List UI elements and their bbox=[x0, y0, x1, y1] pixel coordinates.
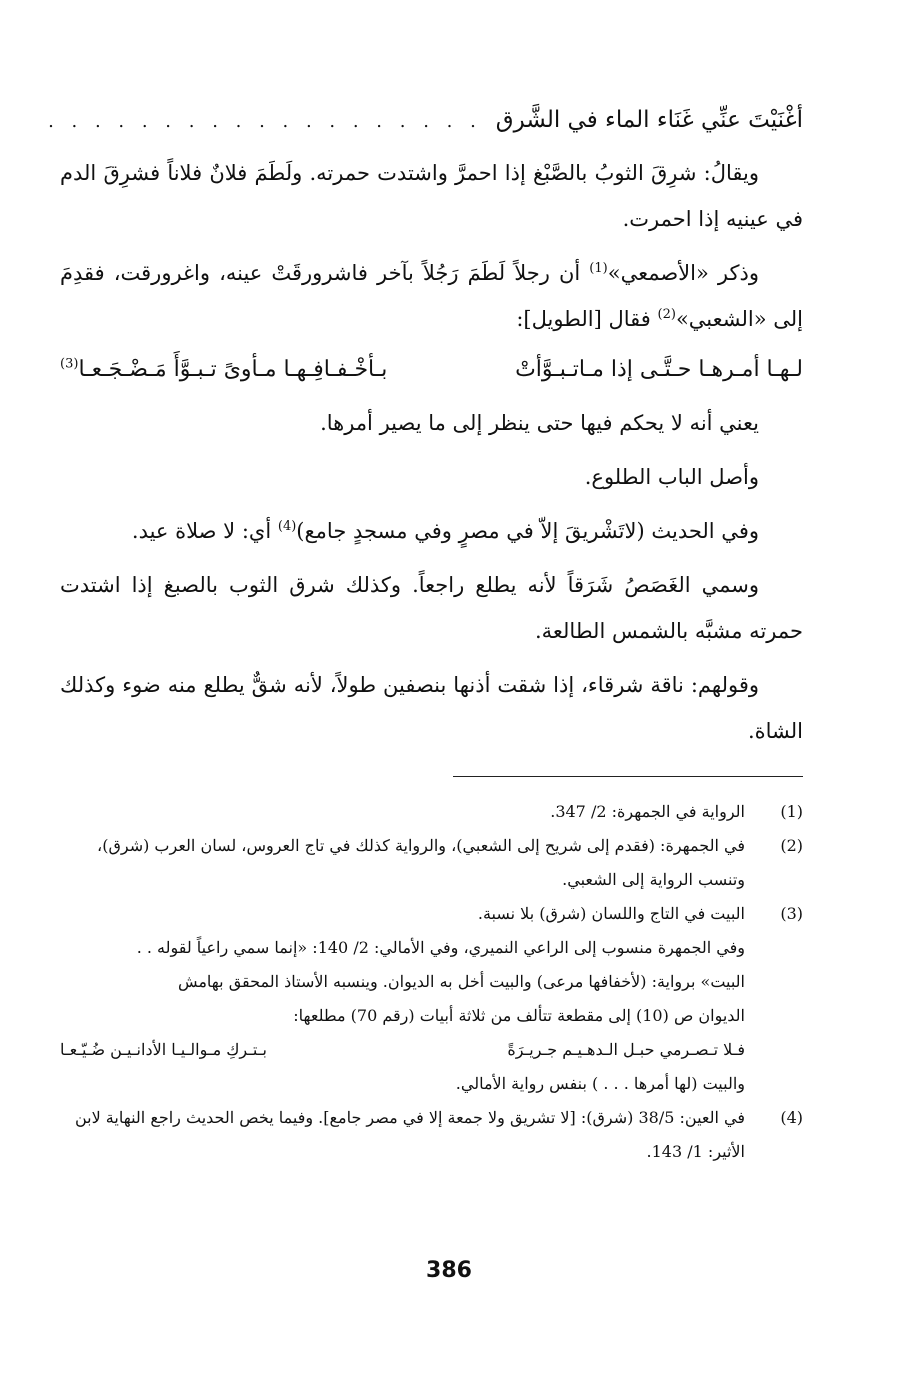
footnote-3-verse bbox=[60, 1033, 803, 1067]
footnote-1-text: الرواية في الجمهرة: 2/ 347. bbox=[550, 802, 745, 821]
verse-first-hemistich: لـهـا أمـرهـا حـتَّـى إذا مـاتـبـوَّأتْ bbox=[515, 357, 803, 382]
paragraph-7: وقولهم: ناقة شرقاء، إذا شقت أذنها بنصفين طولاً، لأنه شقٌّ يطلع منه ضوء وكذلك الشاة. bbox=[60, 673, 803, 743]
footnote-3-line-1: وفي الجمهرة منسوب إلى الراعي النميري، وفي الأمالي: 2/ 140: «إنما سمي راعياً لقوله . . bbox=[136, 938, 745, 957]
footnote-3-continuation bbox=[60, 931, 803, 1033]
footnote-3-number: (3) bbox=[780, 904, 803, 923]
paragraph-4: وأصل الباب الطلوع. bbox=[584, 465, 759, 489]
footnote-ref-3: (3) bbox=[60, 356, 79, 372]
paragraph-3: يعني أنه لا يحكم فيها حتى ينظر إلى ما يصير أمرها. bbox=[320, 411, 759, 435]
footnote-ref-1: (1) bbox=[589, 261, 608, 276]
footnote-3-line-3: الديوان ص (10) إلى مقطعة تتألف من ثلاثة أبيات (رقم 70) مطلعها: bbox=[293, 1006, 745, 1025]
verse-top-text: أغْنَيْتَ عنِّي غَنَاء الماء في الشَّرق bbox=[495, 107, 803, 133]
footnote-divider bbox=[453, 776, 803, 777]
paragraph-6: وسمي الغَصَصُ شَرَقاً لأنه يطلع راجعاً. وكذلك شرق الثوب بالصبغ إذا اشتدت حمرته مشبَّه بالشمس الطالعة. bbox=[60, 573, 803, 643]
footnote-2-number: (2) bbox=[780, 836, 803, 855]
page-body bbox=[48, 100, 803, 1169]
footnote-3 bbox=[60, 897, 803, 931]
footnote-4 bbox=[60, 1101, 803, 1169]
paragraph-5 bbox=[60, 508, 803, 554]
footnote-ref-2: (2) bbox=[657, 307, 676, 322]
footnote-3-end bbox=[60, 1067, 803, 1101]
footnote-3-line-4: والبيت (لها أمرها . . . ) بنفس رواية الأمالي. bbox=[455, 1074, 745, 1093]
paragraph-2-c: فقال [الطويل]: bbox=[516, 307, 651, 331]
footnote-1 bbox=[60, 795, 803, 829]
footnote-4-number: (4) bbox=[780, 1108, 803, 1127]
footnote-2 bbox=[60, 829, 803, 897]
paragraph-1: ويقالُ: شرِقَ الثوبُ بالصَّبْغ إذا احمرَّ واشتدت حمرته. ولَطَمَ فلانٌ فلاناً فشرِقَ الدم في عينيه إذا احمرت. bbox=[60, 161, 803, 231]
footnote-1-number: (1) bbox=[780, 802, 803, 821]
verse-second-text: بـأخْـفـافِـهـا مـأوىً تـبـوَّأَ مَـضْـجَـعـا bbox=[78, 357, 388, 382]
paragraph-2-b: أن رجلاً لَطَمَ رَجُلاً بآخر فاشرورقَتْ عينه، واغرورقت، فقدِمَ إلى «الشعبي» bbox=[60, 261, 803, 331]
paragraph-5-a: وفي الحديث (لاتَشْريقَ إلاّ في مصرٍ وفي مسجدٍ جامع) bbox=[296, 519, 759, 543]
paragraph-2 bbox=[60, 250, 803, 342]
footnote-2-text: في الجمهرة: (فقدم إلى شريح إلى الشعبي)، والرواية كذلك في تاج العروس، لسان العرب (شرق)، وتنسب الرواية إلى الشعبي. bbox=[97, 836, 745, 889]
verse-top-dots: . . . . . . . . . . . . . . . . . . . bbox=[48, 111, 482, 132]
footnote-3-line-2: البيت» برواية: (لأخفافها مرعى) والبيت أخل به الديوان. وينسبه الأستاذ المحقق بهامش bbox=[177, 972, 745, 991]
footnote-ref-4: (4) bbox=[277, 519, 297, 534]
page-number: 386 bbox=[426, 1258, 472, 1283]
verse-top bbox=[48, 100, 803, 142]
footnote-3-verse-a: فـلا تـصـرمي حبـل الـدهـيـم جـريـرَةً bbox=[507, 1040, 745, 1059]
paragraph-2-a: وذكر «الأصمعي» bbox=[607, 261, 759, 285]
footnote-3-text: البيت في التاج واللسان (شرق) بلا نسبة. bbox=[477, 904, 745, 923]
footnote-4-text: في العين: 38/5 (شرق): [لا تشريق ولا جمعة إلا في مصر جامع]. وفيما يخص الحديث راجع النهاية لابن الأثير: 1/ 143. bbox=[74, 1108, 745, 1161]
paragraph-5-b: أي: لا صلاة عيد. bbox=[131, 519, 272, 543]
verse-second-hemistich bbox=[60, 348, 387, 392]
footnote-3-verse-b: بـتـركِ مـوالـيـا الأدانـيـن ضُـيّـعـا bbox=[60, 1040, 267, 1059]
verse-line bbox=[60, 348, 803, 392]
